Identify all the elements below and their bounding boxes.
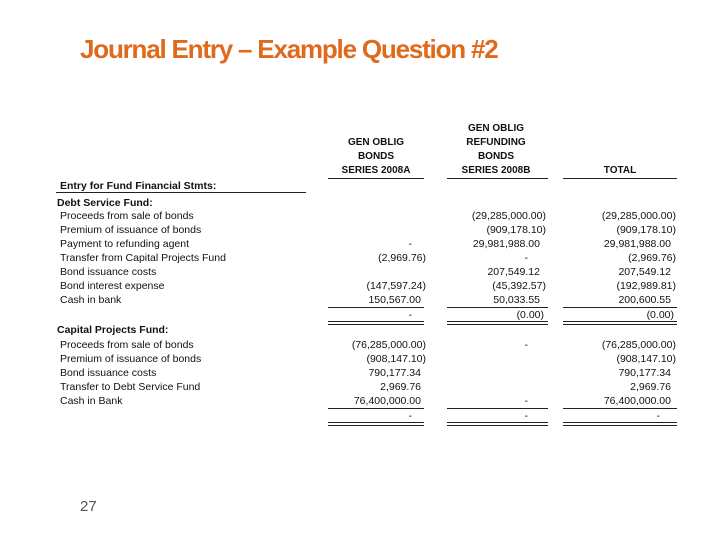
- row-label: Proceeds from sale of bonds: [60, 210, 194, 222]
- row-label: Bond issuance costs: [60, 266, 157, 278]
- double-rule-b-2: [447, 422, 548, 426]
- double-rule-a: [328, 321, 424, 325]
- cell-total: 200,600.55: [618, 294, 671, 306]
- col-header-b-line2: REFUNDING: [466, 137, 526, 148]
- cell-total: (908,147.10): [616, 353, 676, 365]
- cell-a: (908,147.10): [366, 353, 426, 365]
- cell-total: 790,177.34: [618, 367, 671, 379]
- double-rule-total-2: [563, 422, 677, 426]
- col-header-a-line3: SERIES 2008A: [341, 165, 411, 176]
- cell-b: 50,033.55: [493, 294, 540, 306]
- cell-a: (2,969.76): [378, 252, 426, 264]
- cell-a: (147,597.24): [366, 280, 426, 292]
- cell-b: -: [524, 339, 528, 351]
- debt-service-total: (0.00): [646, 309, 674, 321]
- row-label: Bond interest expense: [60, 280, 165, 292]
- double-rule-a-2: [328, 422, 424, 426]
- cell-b: 29,981,988.00: [472, 238, 540, 250]
- cell-total: (2,969.76): [628, 252, 676, 264]
- row-label: Payment to refunding agent: [60, 238, 190, 250]
- cell-a: 150,567.00: [368, 294, 421, 306]
- row-label: Bond issuance costs: [60, 367, 157, 379]
- col-header-b-line4: SERIES 2008B: [461, 165, 531, 176]
- cell-a: -: [408, 238, 412, 250]
- cell-total: (29,285,000.00): [601, 210, 676, 222]
- col-header-b-line3: BONDS: [477, 151, 515, 162]
- row-label: Proceeds from sale of bonds: [60, 339, 194, 351]
- double-rule-b: [447, 321, 548, 325]
- row-label: Cash in Bank: [60, 395, 123, 407]
- header-underline-a: [328, 178, 424, 179]
- cell-b: (45,392.57): [492, 280, 546, 292]
- row-label: Transfer to Debt Service Fund: [60, 381, 201, 393]
- capital-projects-total-a: -: [408, 410, 412, 422]
- cell-a: 2,969.76: [380, 381, 421, 393]
- col-header-a-line2: BONDS: [357, 151, 395, 162]
- cell-total: 29,981,988.00: [603, 238, 671, 250]
- capital-projects-total: -: [656, 410, 660, 422]
- row-label: Premium of issuance of bonds: [60, 224, 202, 236]
- capital-projects-total-b: -: [524, 410, 528, 422]
- col-header-b-line1: GEN OBLIG: [467, 123, 525, 134]
- cell-total: 76,400,000.00: [603, 395, 671, 407]
- header-underline-b: [447, 178, 548, 179]
- cell-b: -: [524, 252, 528, 264]
- cell-total: (76,285,000.00): [601, 339, 676, 351]
- debt-service-total-b: (0.00): [516, 309, 544, 321]
- section-heading-debt-service: Debt Service Fund:: [57, 197, 153, 209]
- cell-a: 76,400,000.00: [353, 395, 421, 407]
- cell-b: -: [524, 395, 528, 407]
- cell-total: 207,549.12: [618, 266, 671, 278]
- page-number: 27: [80, 498, 97, 515]
- double-rule-total: [563, 321, 677, 325]
- page-title: Journal Entry – Example Question #2: [80, 34, 498, 64]
- col-header-a-line1: GEN OBLIG: [347, 137, 405, 148]
- entry-heading-underline: [56, 192, 306, 193]
- cell-a: 790,177.34: [368, 367, 421, 379]
- cell-total: 2,969.76: [630, 381, 671, 393]
- cell-b: 207,549.12: [487, 266, 540, 278]
- row-label: Cash in bank: [60, 294, 122, 306]
- row-label: Premium of issuance of bonds: [60, 353, 202, 365]
- cell-total: (909,178.10): [616, 224, 676, 236]
- col-header-total: TOTAL: [603, 165, 637, 176]
- cell-a: (76,285,000.00): [351, 339, 426, 351]
- header-underline-total: [563, 178, 677, 179]
- cell-total: (192,989.81): [616, 280, 676, 292]
- entry-heading: Entry for Fund Financial Stmts:: [60, 180, 217, 192]
- row-label: Transfer from Capital Projects Fund: [60, 252, 226, 264]
- debt-service-total-a: -: [408, 309, 412, 321]
- section-heading-capital-projects: Capital Projects Fund:: [57, 324, 169, 336]
- cell-b: (909,178.10): [486, 224, 546, 236]
- cell-b: (29,285,000.00): [471, 210, 546, 222]
